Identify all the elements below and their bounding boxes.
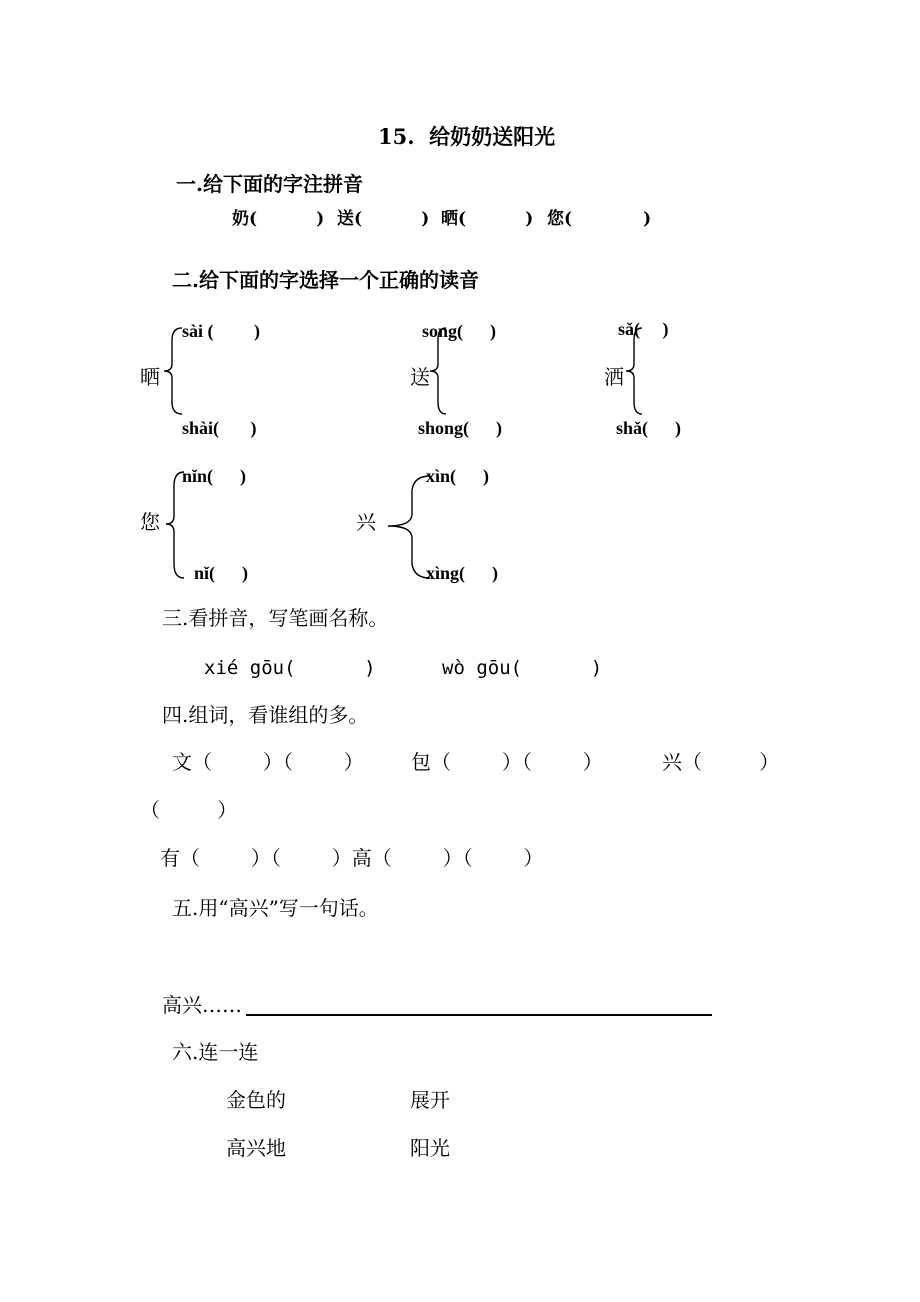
match-left-item: 高兴地 [226, 1136, 286, 1160]
char-shai: 晒 [140, 365, 160, 389]
sentence-prompt: 高兴…… [162, 993, 242, 1017]
match-left-item: 金色的 [226, 1088, 286, 1112]
word-group-xing-wrap: （ ） [140, 798, 238, 822]
char-sa: 洒 [604, 365, 624, 389]
pinyin-blank-song: 送( ) [337, 209, 430, 229]
section-6-heading: 六.连一连 [172, 1040, 259, 1064]
brace-nin [164, 470, 186, 580]
match-right-item: 阳光 [410, 1136, 450, 1160]
option-shai-top: sài ( ) [182, 321, 260, 341]
option-sa-bottom: shǎ( ) [616, 418, 682, 438]
char-xing: 兴 [356, 510, 376, 534]
stroke-blank-xiegou: xié gōu( ) [204, 657, 376, 679]
word-group-wen: 文（ ）（ ） [172, 750, 364, 774]
section-4-heading: 四.组词，看谁组的多。 [162, 703, 369, 727]
word-group-bao: 包（ ）（ ） [411, 750, 603, 774]
option-sa-top: sǎ( ) [618, 319, 669, 339]
option-shai-bottom: shài( ) [182, 418, 257, 438]
section-1-heading: 一.给下面的字注拼音 [176, 172, 363, 196]
option-nin-top: nǐn( ) [182, 466, 247, 486]
char-song: 送 [410, 365, 430, 389]
option-song-bottom: shong( ) [418, 418, 503, 438]
option-nin-bottom: nǐ( ) [194, 563, 248, 583]
brace-sa [624, 326, 644, 416]
word-group-you-gao: 有（ ）（ ）高（ ）（ ） [160, 846, 544, 870]
page-title: 15. 给奶奶送阳光 [378, 124, 556, 149]
match-right-item: 展开 [410, 1088, 450, 1112]
option-xing-top: xìn( ) [426, 466, 489, 486]
section-2-heading: 二.给下面的字选择一个正确的读音 [172, 268, 479, 292]
sentence-answer-line [246, 1014, 712, 1016]
option-song-top: song( ) [422, 321, 497, 341]
section-3-heading: 三.看拼音，写笔画名称。 [162, 606, 389, 630]
pinyin-blank-nin: 您( ) [547, 209, 652, 229]
word-group-xing: 兴（ ） [662, 750, 780, 774]
stroke-blank-wogou: wò gōu( ) [442, 657, 603, 679]
char-nin: 您 [140, 510, 160, 534]
pinyin-blank-shai: 晒( ) [441, 209, 534, 229]
option-xing-bottom: xìng( ) [426, 563, 498, 583]
brace-shai [162, 326, 184, 416]
pinyin-blank-nai: 奶( ) [232, 209, 325, 229]
section-5-heading: 五.用“高兴”写一句话。 [172, 896, 379, 920]
